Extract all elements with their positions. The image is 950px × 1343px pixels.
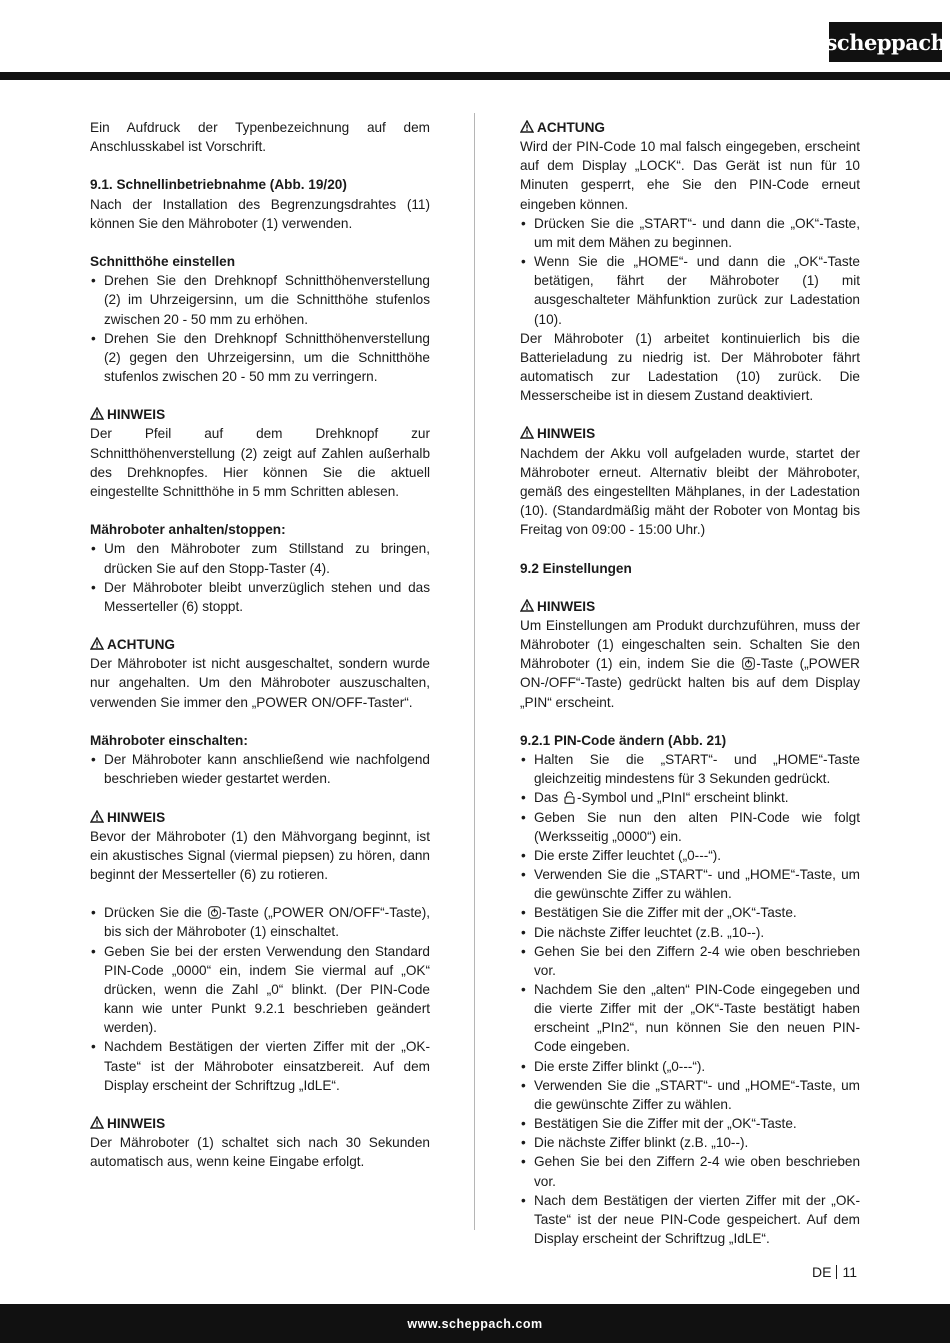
warning-triangle-icon (90, 1116, 104, 1129)
warning-label: HINWEIS (107, 1115, 166, 1131)
intro-paragraph: Ein Aufdruck der Typenbezeichnung auf dem Anschlusskabel ist Vorschrift. (90, 120, 430, 155)
heading-9-2: 9.2 Einstellungen (520, 560, 632, 576)
list-einschalten (90, 750, 430, 788)
list-item: • Die nächste Ziffer leuchtet (z.B. „10--). (520, 923, 860, 942)
lock-icon (563, 791, 576, 804)
list-item: • Bestätigen Sie die Ziffer mit der „OK“-Taste. (520, 903, 860, 922)
warning-heading (90, 635, 430, 654)
warning-label: HINWEIS (537, 426, 596, 442)
warning-triangle-icon (520, 599, 534, 612)
warning-text-part: Um Einstellungen am Produkt durchzuführen, muss der Mähroboter (1) eingeschalten sein. Schalten Sie den Mähroboter (1) ein, indem Sie die (520, 618, 860, 672)
left-column (90, 118, 430, 1191)
warning-label: HINWEIS (107, 407, 166, 423)
warning-label: HINWEIS (107, 809, 166, 825)
list-item: • Geben Sie nun den alten PIN-Code wie folgt (Werksseitig „0000“) ein. (520, 808, 860, 846)
warning-triangle-icon (90, 407, 104, 420)
list-item: • Nachdem Sie den „alten“ PIN-Code eingegeben und die vierte Ziffer mit der „OK“-Taste bestätigt haben erscheint „PIn2“, nun können Sie den neuen PIN-Code eingeben. (520, 980, 860, 1057)
warning-triangle-icon (90, 810, 104, 823)
list-schnitthoehe (90, 271, 430, 386)
language-code: DE (812, 1264, 832, 1280)
list-item: • Gehen Sie bei den Ziffern 2-4 wie oben beschrieben vor. (520, 942, 860, 980)
warning-text: Der Mähroboter ist nicht ausgeschaltet, sondern wurde nur angehalten. Um den Mähroboter auszuschalten, verwenden Sie immer den „POWER ON/OFF-Taster“. (90, 656, 430, 710)
list-anhalten (90, 539, 430, 616)
list-item (90, 903, 430, 941)
list-item: • Die erste Ziffer leuchtet („0---“). (520, 846, 860, 865)
footer-bar (0, 1304, 950, 1343)
list-item: • Drehen Sie den Drehknopf Schnitthöhenverstellung (2) im Uhrzeigersinn, um die Schnitthöhe stufenlos zwischen 20 - 50 mm zu erhöhen. (90, 271, 430, 328)
list-item: • Drehen Sie den Drehknopf Schnitthöhenverstellung (2) gegen den Uhrzeigersinn, um die Schnitthöhe stufenlos zwischen 20 - 50 mm zu verringern. (90, 329, 430, 386)
list-power (90, 903, 430, 1095)
list-start (520, 214, 860, 329)
list-item: • Geben Sie bei der ersten Verwendung den Standard PIN-Code „0000“ ein, indem Sie viermal auf „OK“ drücken, wenn die Zahl „0“ blinkt. (Der PIN-Code kann wie unter Punkt 9.2.1 beschrieben geändert werden). (90, 942, 430, 1038)
column-divider (474, 113, 475, 1230)
list-item (520, 788, 860, 807)
brand-logo: scheppach (829, 22, 942, 62)
warning-heading (520, 118, 860, 137)
warning-text: Bevor der Mähroboter (1) den Mähvorgang beginnt, ist ein akustisches Signal (viermal piepsen) zu hören, dann beginnt der Messerteller (6) zu rotieren. (90, 828, 430, 882)
warning-text: Wird der PIN-Code 10 mal falsch eingegeben, erscheint auf dem Display „LOCK“. Das Gerät ist nun für 10 Minuten gesperrt, ehe Sie den PIN-Code erneut eingeben können. (520, 139, 860, 212)
list-item: • Um den Mähroboter zum Stillstand zu bringen, drücken Sie auf den Stopp-Taster (4). (90, 539, 430, 577)
page-number-value: 11 (842, 1264, 857, 1280)
list-item: • Die nächste Ziffer blinkt (z.B. „10--). (520, 1133, 860, 1152)
list-item: • Die erste Ziffer blinkt („0---“). (520, 1057, 860, 1076)
list-pin (520, 750, 860, 1248)
warning-triangle-icon (520, 426, 534, 439)
list-item: • Verwenden Sie die „START“- und „HOME“-Taste, um die gewünschte Ziffer zu wählen. (520, 865, 860, 903)
list-item: • Nach dem Bestätigen der vierten Ziffer mit der „OK-Taste“ ist der neue PIN-Code gespeichert. Auf dem Display erscheint der Schriftzug „IdLE“. (520, 1191, 860, 1248)
list-item: • Verwenden Sie die „START“- und „HOME“-Taste, um die gewünschte Ziffer zu wählen. (520, 1076, 860, 1114)
header-bar (0, 72, 950, 80)
list-item: • Drücken Sie die „START“- und dann die „OK“-Taste, um mit dem Mähen zu beginnen. (520, 214, 860, 252)
warning-text: Nachdem der Akku voll aufgeladen wurde, startet der Mähroboter erneut. Alternativ bleibt der Mähroboter, gemäß des eingestellten Mähplanes, in der Ladestation (10). (Standardmäßig mäht der Roboter von Montag bis Freitag von 09:00 - 15:00 Uhr.) (520, 445, 860, 538)
heading-9-1: 9.1. Schnellinbetriebnahme (Abb. 19/20) (90, 177, 347, 193)
list-item: • Der Mähroboter bleibt unverzüglich stehen und das Messerteller (6) stoppt. (90, 578, 430, 616)
paragraph-9-1: Nach der Installation des Begrenzungsdrahtes (11) können Sie den Mähroboter (1) verwenden. (90, 196, 430, 231)
warning-triangle-icon (520, 120, 534, 133)
paragraph-akku: Der Mähroboter (1) arbeitet kontinuierlich bis die Batterieladung zu niedrig ist. Der Mähroboter fährt automatisch zur Ladestation (10) zurück. Die Messerscheibe ist in diesem Zustand deaktiviert. (520, 330, 860, 404)
warning-triangle-icon (90, 637, 104, 650)
warning-text: Der Mähroboter (1) schaltet sich nach 30 Sekunden automatisch aus, wenn keine Eingabe erfolgt. (90, 1135, 430, 1170)
page-number (812, 1264, 857, 1280)
warning-heading (90, 1114, 430, 1133)
list-item: • Bestätigen Sie die Ziffer mit der „OK“-Taste. (520, 1114, 860, 1133)
power-button-icon (208, 906, 221, 919)
heading-9-2-1: 9.2.1 PIN-Code ändern (Abb. 21) (520, 732, 727, 748)
right-column (520, 118, 860, 1267)
list-item-text: Drücken Sie die (104, 905, 202, 921)
list-item-text: -Symbol und „PInI“ erscheint blinkt. (576, 790, 789, 806)
heading-anhalten: Mähroboter anhalten/stoppen: (90, 522, 286, 538)
heading-schnitthoehe: Schnitthöhe einstellen (90, 254, 236, 270)
list-item: • Halten Sie die „START“- und „HOME“-Taste gleichzeitig mindestens für 3 Sekunden gedrückt. (520, 750, 860, 788)
warning-heading (90, 405, 430, 424)
warning-heading (520, 597, 860, 616)
warning-heading (520, 424, 860, 443)
page-separator (836, 1265, 837, 1279)
warning-text-part: -Taste („POWER ON-/OFF“-Taste) gedrückt halten bis auf dem Display „PIN“ erscheint. (520, 656, 860, 710)
list-item: • Nachdem Bestätigen der vierten Ziffer mit der „OK-Taste“ ist der Mähroboter einsatzbereit. Auf dem Display erscheint der Schriftzug „IdLE“. (90, 1037, 430, 1094)
warning-text: Der Pfeil auf dem Drehknopf zur Schnitthöhenverstellung (2) zeigt auf Zahlen außerhalb des Drehknopfes. Hier können Sie die aktuell eingestellte Schnitthöhe in 5 mm Schritten ablesen. (90, 426, 430, 499)
list-item: • Wenn Sie die „HOME“- und dann die „OK“-Taste betätigen, fährt der Mähroboter (1) mit ausgeschalteter Mähfunktion zurück zur Ladestation (10). (520, 252, 860, 329)
warning-label: ACHTUNG (537, 120, 605, 135)
footer-url[interactable]: www.scheppach.com (407, 1316, 543, 1331)
warning-label: ACHTUNG (107, 637, 175, 653)
heading-einschalten: Mähroboter einschalten: (90, 732, 248, 748)
list-item-text: Das (534, 790, 559, 806)
warning-heading (90, 808, 430, 827)
power-button-icon (742, 657, 755, 670)
warning-label: HINWEIS (537, 598, 596, 614)
list-item-text: -Taste („POWER ON/OFF“-Taste), bis sich der Mähroboter (1) einschaltet. (104, 905, 430, 940)
list-item: • Der Mähroboter kann anschließend wie nachfolgend beschrieben wieder gestartet werden. (90, 750, 430, 788)
list-item: • Gehen Sie bei den Ziffern 2-4 wie oben beschrieben vor. (520, 1152, 860, 1190)
warning-text (520, 616, 860, 712)
